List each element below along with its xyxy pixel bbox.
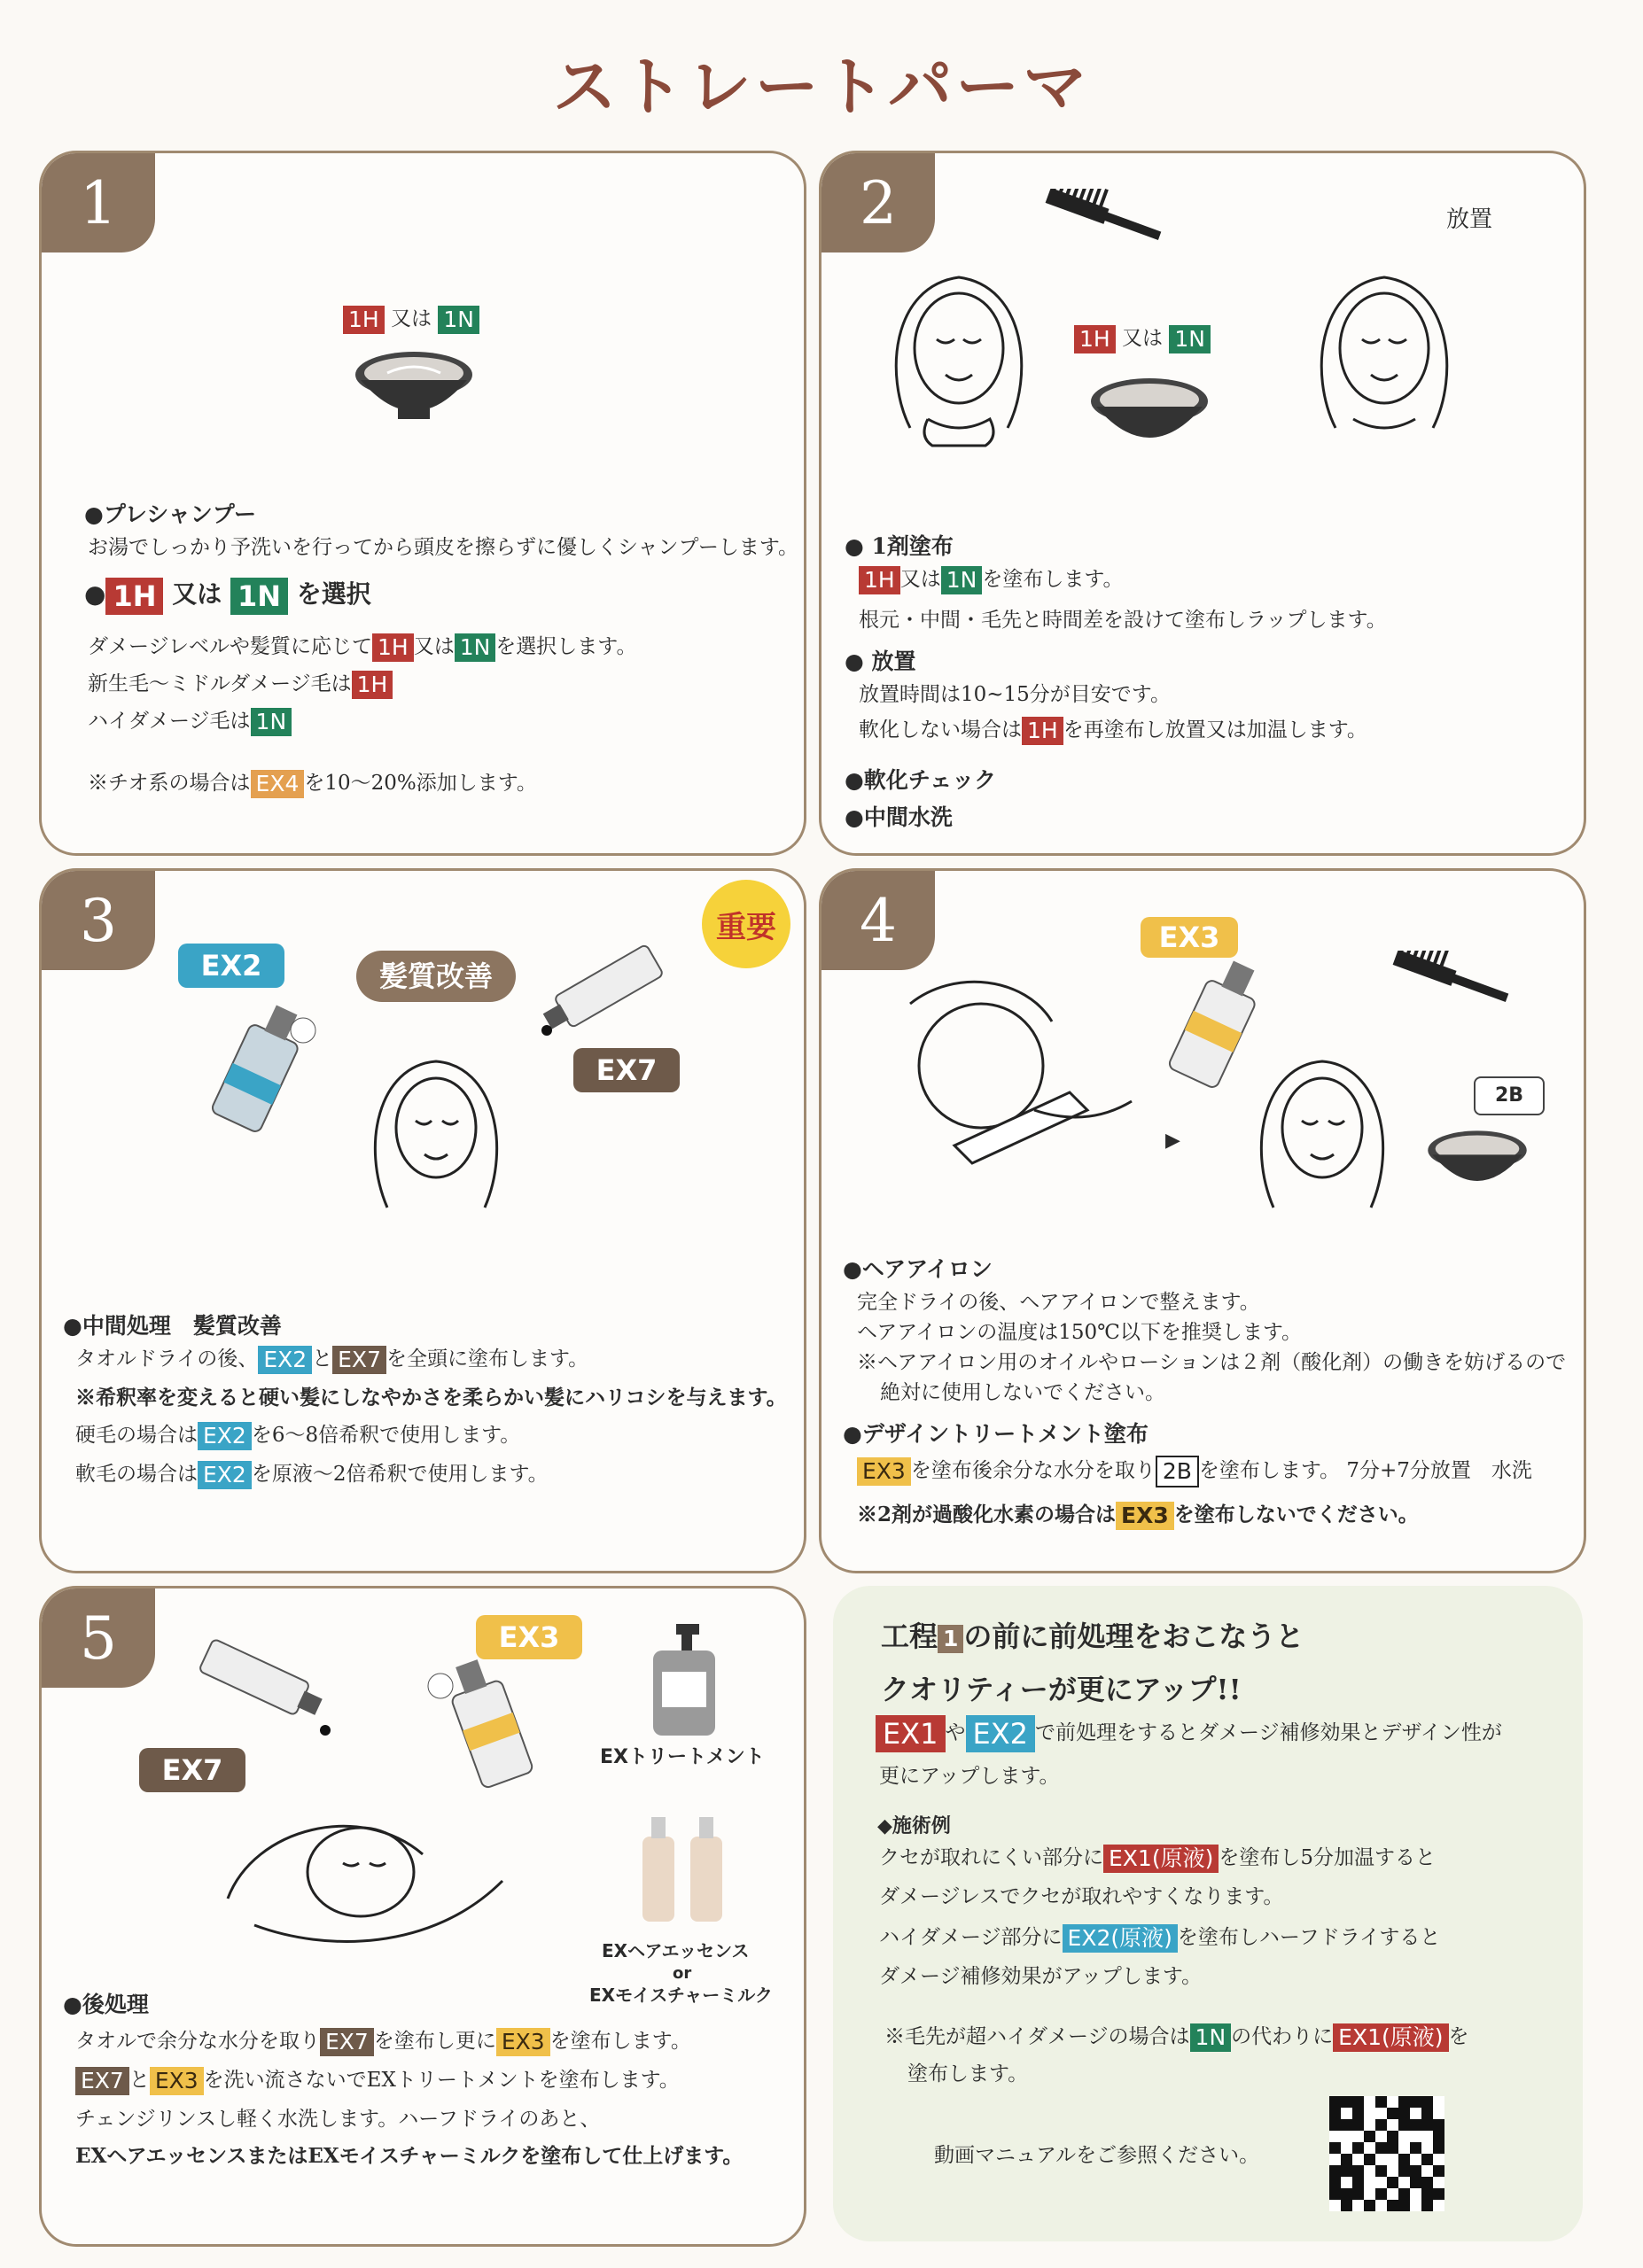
iron-line-4: 絶対に使用しないでください。 [880,1381,1165,1404]
iron-line-3: ※ヘアアイロン用のオイルやローションは２剤（酸化剤）の働きを妨げるので [857,1351,1567,1374]
treatment-line-2: ※希釈率を変えると硬い髪にしなやかさを柔らかい髪にハリコシを与えます。 [75,1386,787,1410]
woman-face-illustration [875,251,1043,454]
step-4-panel [819,868,1586,1573]
step-5-panel [39,1586,806,2247]
select-heading: ● 1H 又は 1N を選択 [84,579,371,613]
hair-iron-illustration [875,968,1158,1190]
design-line-1: EX3 を塗布後余分な水分を取り 2B を塗布します。 7分+7分放置 水洗 [857,1456,1532,1487]
essence-label: EXヘアエッセンス [602,1940,750,1961]
post-line-4: EXヘアエッセンスまたはEXモイスチャーミルクを塗布して仕上げます。 [75,2144,744,2168]
treatment-line-4: 軟毛の場合は EX2 を原液～2倍希釈で使用します。 [75,1462,549,1487]
example-line-1: クセが取れにくい部分に EX1(原液) を塗布し5分加温すると [879,1845,1436,1871]
page-title: ストレートパーマ [552,49,1091,124]
bowl-illustration [1087,375,1211,454]
pump-bottle-illustration [644,1624,724,1739]
select-line-3: ハイダメージ毛は 1N [88,708,292,736]
step-2-panel [819,151,1586,856]
woman-face-illustration [361,1039,511,1225]
woman-face-illustration [1300,251,1468,454]
quality-improvement-label: 髪質改善 [356,951,516,1002]
pretreatment-panel [833,1586,1583,2241]
design-note: ※2剤が過酸化水素の場合は EX3 を塗布しないでください。 [857,1503,1419,1528]
tube-illustration [166,1624,343,1739]
tube-illustration [520,933,697,1039]
reclining-woman-illustration [219,1775,511,1952]
midway-rinse-heading: ●中間水洗 [845,804,953,830]
qr-code[interactable] [1329,2096,1444,2211]
2b-callout: 2B [1474,1076,1545,1115]
pretreatment-heading-2: クオリティーが更にアップ!! [881,1673,1242,1706]
ex3-callout: EX3 [476,1615,582,1659]
post-treatment-heading: ●後処理 [63,1992,149,2017]
step-1-panel [39,151,806,856]
product-choice-label: 1H 又は 1N [343,306,479,334]
post-line-3: チェンジリンスし軽く水洗します。ハーフドライのあと、 [75,2108,601,2131]
softening-check-heading: ●軟化チェック [845,767,997,793]
post-line-2: EX7 と EX3 を洗い流さないでEXトリートメントを塗布します。 [75,2067,680,2095]
comb-icon [1032,189,1165,260]
step-number: 3 [42,871,155,970]
iron-line-2: ヘアアイロンの温度は150℃以下を推奨します。 [857,1321,1303,1344]
essence-or-label: or [673,1964,692,1983]
tip-line-2: 塗布します。 [907,2062,1029,2085]
ex2-callout: EX2 [178,944,284,988]
pre-shampoo-heading: ●プレシャンプー [84,501,256,527]
treatment-line-3: 硬毛の場合は EX2 を6～8倍希釈で使用します。 [75,1423,521,1449]
pretreatment-line-2: 更にアップします。 [879,1765,1060,1788]
hair-iron-heading: ●ヘアアイロン [843,1256,993,1282]
bowl-illustration [1424,1128,1530,1195]
iron-line-1: 完全ドライの後、ヘアアイロンで整えます。 [857,1291,1260,1314]
example-line-2: ダメージレスでクセが取れやすくなります。 [879,1885,1284,1908]
comb-icon [1380,951,1513,1021]
agent1-line-2: 根元・中間・毛先と時間差を設けて塗布しラップします。 [859,609,1387,632]
milk-label: EXモイスチャーミルク [589,1984,773,2006]
hold-line-2: 軟化しない場合は 1H を再塗布し放置又は加温します。 [859,718,1367,743]
ex7-callout: EX7 [139,1748,245,1792]
important-badge: 重要 [702,880,790,968]
step-number: 5 [42,1588,155,1688]
video-manual-text: 動画マニュアルをご参照ください。 [934,2144,1260,2167]
product-choice-label: 1H 又は 1N [1074,325,1211,353]
woman-face-illustration [1247,1039,1398,1216]
ex-treatment-label: EXトリートメント [600,1746,765,1768]
example-line-4: ダメージ補修効果がアップします。 [879,1965,1203,1988]
tip-line-1: ※毛先が超ハイダメージの場合は 1N の代わりに EX1(原液) を [884,2024,1469,2050]
step-number: 1 [42,153,155,252]
step-number: 2 [822,153,935,252]
pretreatment-line-1: EX1 や EX2 で前処理をするとダメージ補修効果とデザイン性が [876,1715,1502,1752]
select-line-1: ダメージレベルや髪質に応じて 1H 又は 1N を選択します。 [88,634,637,660]
pre-shampoo-text: お湯でしっかり予洗いを行ってから頭皮を擦らずに優しくシャンプーします。 [88,536,799,559]
ex3-callout: EX3 [1141,917,1238,958]
spray-bottles-illustration [635,1810,733,1925]
arrow-icon: ▶ [1165,1130,1180,1152]
select-line-2: 新生毛～ミドルダメージ毛は 1H [88,671,393,699]
hold-label: 放置 [1446,206,1493,233]
thio-note: ※チオ系の場合は EX4 を10～20%添加します。 [88,771,537,796]
example-heading: ◆施術例 [877,1814,951,1837]
example-line-3: ハイダメージ部分に EX2(原液) を塗布しハーフドライすると [879,1925,1441,1951]
pretreatment-heading-1: 工程 1 の前に前処理をおこなうと [881,1619,1304,1653]
post-line-1: タオルで余分な水分を取り EX7 を塗布し更に EX3 を塗布します。 [75,2029,691,2054]
step-3-panel [39,868,806,1573]
foam-bottle-illustration [183,995,334,1146]
ex7-callout: EX7 [573,1048,680,1092]
agent1-line-1: 1H 又は 1N を塗布します。 [859,566,1124,594]
midway-treatment-heading: ●中間処理 髪質改善 [63,1313,282,1339]
bowl-illustration [352,348,476,428]
design-treatment-heading: ●デザイントリートメント塗布 [843,1421,1149,1447]
hold-heading: ● 放置 [845,649,916,674]
agent1-heading: ● 1剤塗布 [845,533,954,559]
step-number: 4 [822,871,935,970]
treatment-line-1: タオルドライの後、 EX2 と EX7 を全頭に塗布します。 [75,1347,589,1372]
hold-line-1: 放置時間は10~15分が目安です。 [859,683,1171,706]
